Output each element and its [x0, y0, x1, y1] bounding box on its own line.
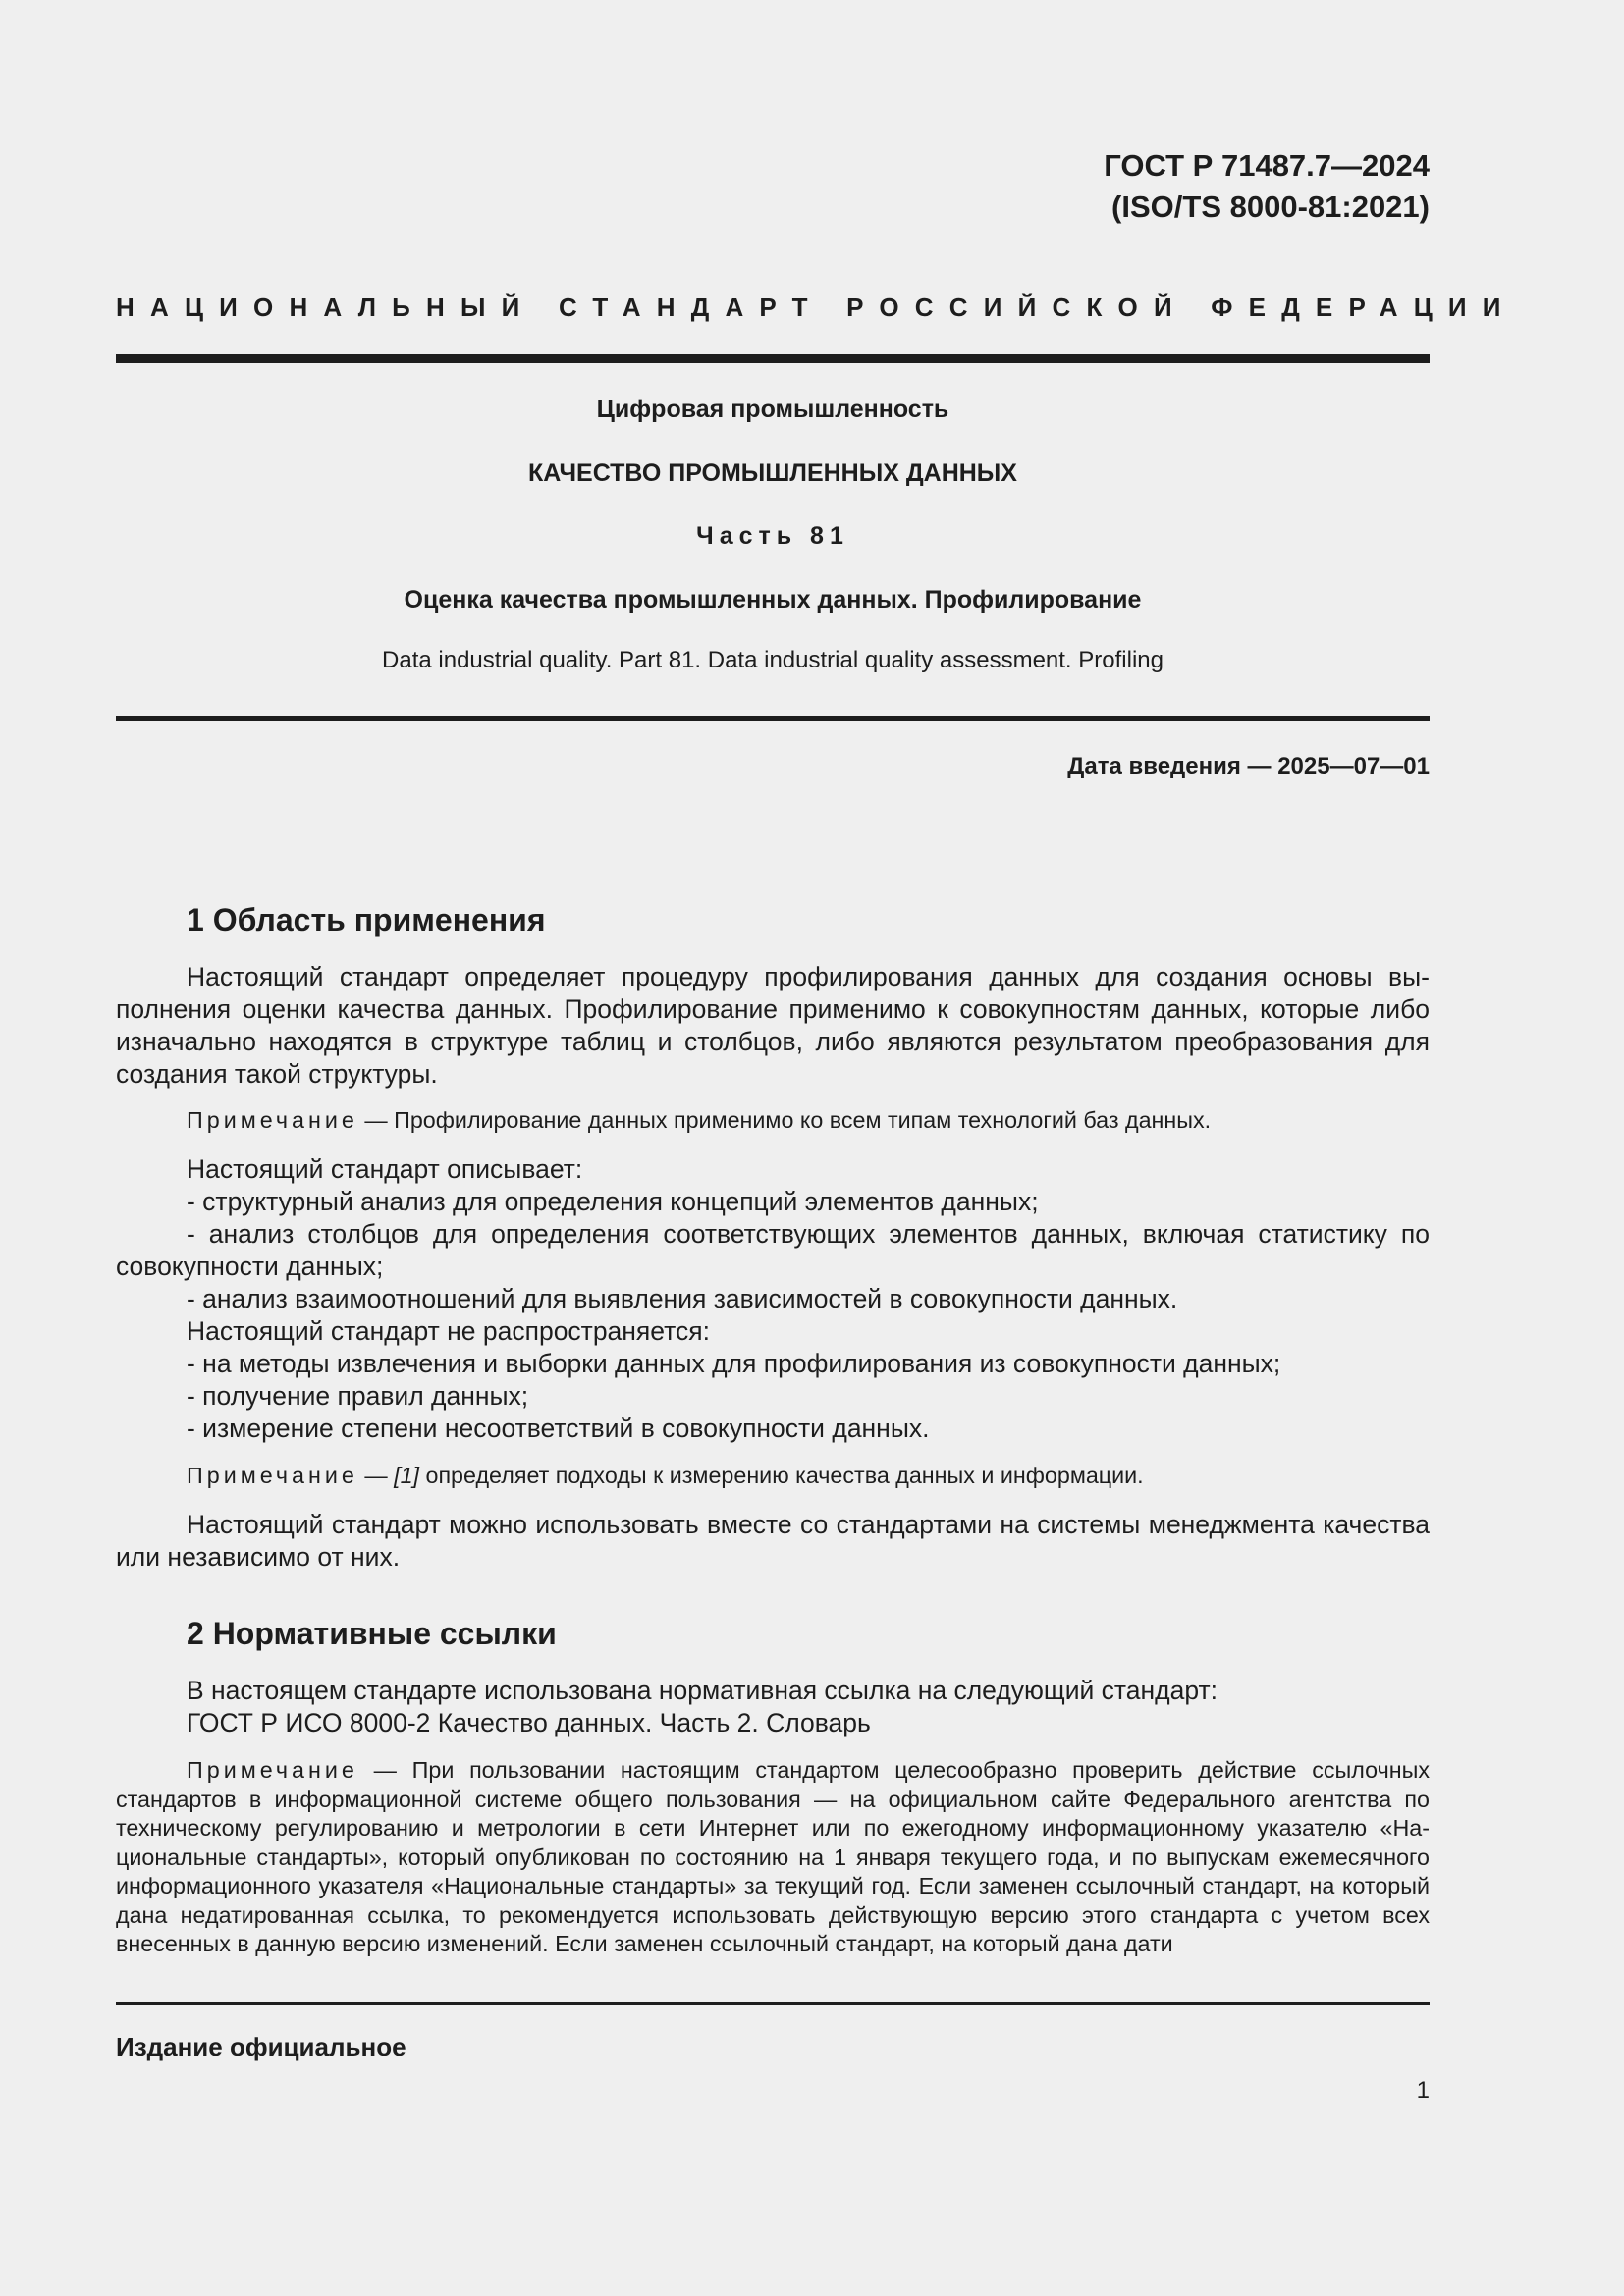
- main-title: КАЧЕСТВО ПРОМЫШЛЕННЫХ ДАННЫХ: [528, 459, 1017, 487]
- introduction-date: Дата введения — 2025—07—01: [1067, 753, 1430, 779]
- paragraph-text: Настоящий стандарт определяет процедуру профилирования данных для создания основы выполнения оценки качества данных. Профилирование применимо к совокупностям данных, которые либо изначально находятся в структуре таблиц и столбцов, либо являются результатом преобразования для создания такой структуры.: [116, 962, 1430, 1089]
- reference-entry: ГОСТ Р ИСО 8000-2 Качество данных. Часть 2. Словарь: [187, 1708, 871, 1737]
- section-2-references: [116, 1675, 1430, 1739]
- iso-designation: (ISO/TS 8000-81:2021): [1111, 189, 1430, 224]
- describes-intro: Настоящий стандарт описывает:: [187, 1154, 583, 1184]
- section-1-scope-list: [116, 1153, 1430, 1445]
- section-1-note-1: [116, 1106, 1430, 1136]
- section-1-paragraph-1: [116, 961, 1430, 1091]
- excludes-item: - измерение степени несоответствий в совокупности данных.: [187, 1414, 930, 1443]
- note-text: — Профилирование данных применимо ко всем типам технологий баз данных.: [357, 1107, 1212, 1133]
- standard-designation-block: [1104, 145, 1430, 228]
- section-2-heading: 2 Нормативные ссылки: [187, 1616, 557, 1651]
- section-1-note-2: [116, 1462, 1430, 1491]
- describes-item: - структурный анализ для определения концепций элементов данных;: [187, 1187, 1039, 1216]
- title-bottom-rule: [116, 716, 1430, 721]
- note-label: Примечание: [187, 1463, 358, 1488]
- excludes-item: - получение правил данных;: [187, 1381, 529, 1411]
- page-number: 1: [1416, 2077, 1430, 2104]
- part-title: Часть 81: [696, 522, 849, 550]
- official-edition-label: Издание официальное: [116, 2032, 406, 2061]
- section-2-note: [116, 1756, 1430, 1959]
- top-rule: [116, 354, 1430, 363]
- document-page: [116, 0, 1517, 2296]
- section-1-heading: 1 Область применения: [187, 902, 546, 937]
- note-label: Примечание: [187, 1757, 358, 1783]
- describes-item: - анализ столбцов для определения соответствующих элементов данных, включая статистику по совокупности данных;: [116, 1219, 1430, 1281]
- section-1-paragraph-last: [116, 1509, 1430, 1574]
- bibliography-reference: [1]: [394, 1463, 420, 1488]
- excludes-item: - на методы извлечения и выборки данных для профилирования из совокупности данных;: [187, 1349, 1281, 1378]
- note-text: определяет подходы к измерению качества данных и информации.: [419, 1463, 1144, 1488]
- note-dash: —: [357, 1463, 395, 1488]
- standard-designation: ГОСТ Р 71487.7—2024: [1104, 148, 1430, 183]
- subtitle: Оценка качества промышленных данных. Профилирование: [404, 586, 1142, 614]
- note-text: — При пользовании настоящим стандартом целесообразно проверить действие ссылочных стандартов в информационной системе общего пользования — на официальном сайте Федерального агентства по техническому регулированию и метрологии в сети Интернет или по ежегодному информационному указателю «Национальные стандарты», который опубликован по состоянию на 1 января текущего года, и по выпускам ежемесячного информационного указателя «Национальные стандарты» за текущий год. Если заменен ссылочный стандарт, на который дана недатированная ссылка, то рекомендуется использовать действующую версию этого стандарта с учетом всех внесенных в данную версию изменений. Если заменен ссылочный стандарт, на который дана дати: [116, 1757, 1430, 1956]
- paragraph-text: Настоящий стандарт можно использовать вместе со стандартами на системы менеджмента качества или независимо от них.: [116, 1510, 1430, 1572]
- references-intro: В настоящем стандарте использована нормативная ссылка на следующий стандарт:: [187, 1676, 1218, 1705]
- describes-item: - анализ взаимоотношений для выявления зависимостей в совокупности данных.: [187, 1284, 1178, 1313]
- national-standard-heading: НАЦИОНАЛЬНЫЙ СТАНДАРТ РОССИЙСКОЙ ФЕДЕРАЦИИ: [116, 293, 1517, 322]
- english-title: Data industrial quality. Part 81. Data industrial quality assessment. Profiling: [382, 647, 1164, 673]
- series-title: Цифровая промышленность: [596, 396, 949, 423]
- footer-rule: [116, 2002, 1430, 2005]
- excludes-intro: Настоящий стандарт не распространяется:: [187, 1316, 710, 1346]
- note-label: Примечание: [187, 1107, 358, 1133]
